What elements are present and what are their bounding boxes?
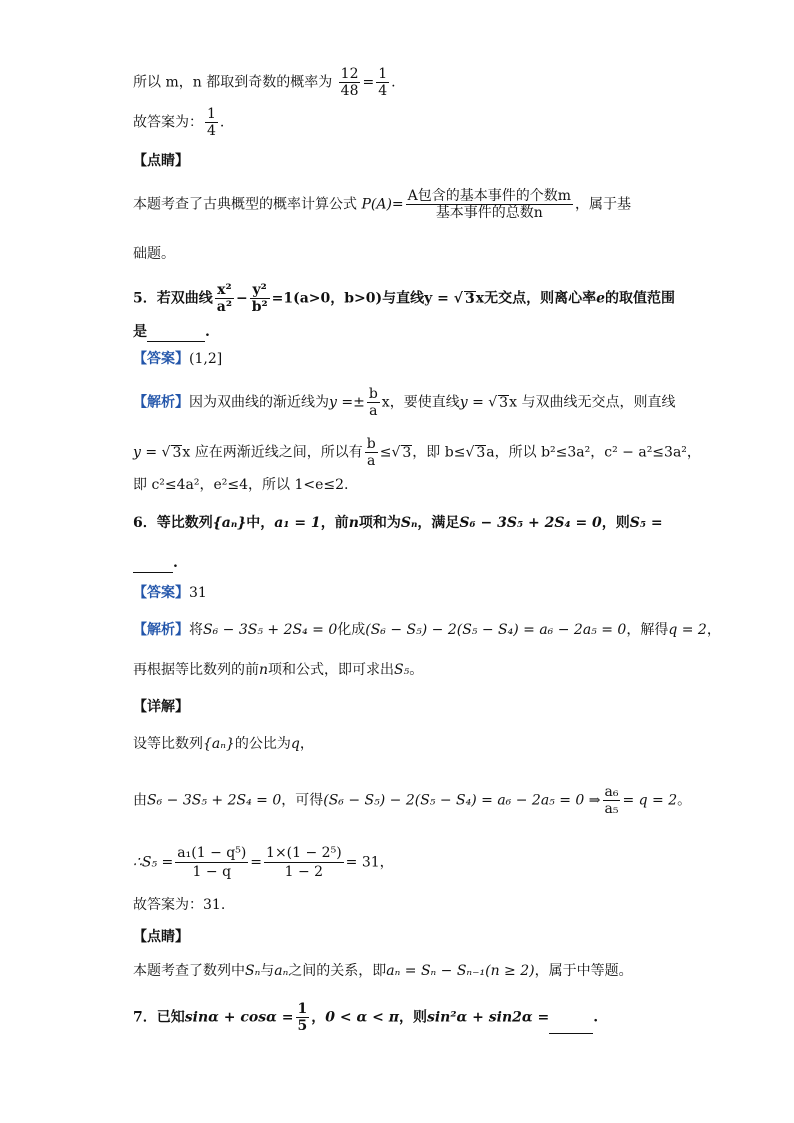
text: ，则 xyxy=(601,515,630,531)
analysis-5-line2: y = √ 3x 应在两渐近线之间，所以有 $\frac{b}{a}$ ≤√ 3，即 b≤√ 3a，所以 b²≤3a²，c² − a²≤3a²， xyxy=(133,436,701,469)
formula: y =± xyxy=(329,394,365,411)
text: ，前 xyxy=(320,515,349,531)
section-dianjing: 【点睛】 xyxy=(133,153,189,169)
numerator: 1 xyxy=(378,66,388,82)
formula: y = xyxy=(133,444,158,461)
denominator: 4 xyxy=(378,83,388,99)
question-7 xyxy=(133,1001,598,1034)
text: 将 xyxy=(189,622,203,638)
line-answer xyxy=(133,106,224,139)
line-probability xyxy=(133,66,396,99)
numerator: b xyxy=(368,386,378,402)
sqrt-3: 3 xyxy=(172,444,182,461)
denominator: a xyxy=(369,403,378,419)
answer-value: (1,2] xyxy=(189,351,223,367)
answer-tag: 【答案】 xyxy=(133,351,189,367)
formula: y = xyxy=(424,290,449,307)
answer-value: 31 xyxy=(189,585,207,601)
text: ，满足 xyxy=(417,515,460,531)
text: 化成 xyxy=(337,622,366,638)
text: x，要使直线 xyxy=(381,394,460,411)
var-x: x xyxy=(475,290,485,307)
formula: S₆ − 3S₅ + 2S₄ = 0 xyxy=(459,515,602,531)
fraction-y2-b2 xyxy=(250,282,270,315)
formula-pa: P(A)= xyxy=(361,196,404,213)
formula: S₅ = xyxy=(629,515,663,531)
text: 故答案为： xyxy=(133,114,203,131)
fraction-12-48 xyxy=(339,66,361,99)
text: 再根据等比数列的前 xyxy=(133,662,259,678)
text: 的取值范围 xyxy=(605,290,675,307)
text: 无交点，则离心率 xyxy=(484,290,597,307)
section-detail: 【详解】 xyxy=(133,699,189,715)
text: ，解得 xyxy=(626,622,669,638)
text: ， xyxy=(311,1009,326,1026)
text: 本题考查了古典概型的概率计算公式 xyxy=(133,196,357,213)
denominator: a² xyxy=(216,299,232,315)
var-q: q xyxy=(290,736,300,752)
detail-6-line3 xyxy=(133,844,394,881)
numerator: x² xyxy=(215,282,234,299)
text: 设等比数列 xyxy=(133,736,203,752)
formula: {aₙ} xyxy=(203,736,235,752)
fraction-b-a xyxy=(365,436,378,469)
line-formula xyxy=(133,188,631,221)
formula: sin²α + sin2α = xyxy=(426,1009,550,1026)
minus: − xyxy=(235,290,248,307)
condition: =1(a>0，b>0)与直线 xyxy=(271,290,425,307)
answer-blank[interactable] xyxy=(549,1019,593,1034)
numerator: a₆ xyxy=(604,784,619,800)
le: ≤ xyxy=(379,444,392,461)
equals: = xyxy=(250,854,263,871)
formula: S₆ − 3S₅ + 2S₄ = 0 xyxy=(203,622,338,638)
text: ，属于中等题。 xyxy=(534,963,633,979)
numerator: 1 xyxy=(297,1001,308,1017)
formula: Sₙ xyxy=(400,515,418,531)
formula: aₙ = Sₙ − Sₙ₋₁(n ≥ 2) xyxy=(386,963,535,979)
answer-6 xyxy=(133,583,207,603)
formula: sinα + cosα = xyxy=(184,1009,294,1026)
formula: q = 2 xyxy=(668,622,707,638)
period: . xyxy=(593,1009,599,1026)
text: ，可得 xyxy=(281,792,324,809)
denominator: 1 − 2 xyxy=(284,864,324,880)
detail-6-line1 xyxy=(133,734,314,754)
text: 。 xyxy=(677,792,692,809)
denominator: a xyxy=(367,453,376,469)
formula: (S₆ − S₅) − 2(S₅ − S₄) = a₆ − 2a₅ = 0 xyxy=(365,622,627,638)
question-number: 5．若双曲线 xyxy=(133,290,213,307)
denominator: b² xyxy=(251,299,268,315)
sqrt-3: 3 xyxy=(499,394,509,411)
denominator: a₅ xyxy=(604,801,619,817)
period: . xyxy=(391,74,396,91)
denominator: 1 − q xyxy=(192,864,232,880)
question-number: 6．等比数列 xyxy=(133,515,213,531)
analysis-6-line1 xyxy=(133,620,721,640)
var-n: n xyxy=(348,515,359,531)
line-text: 础题。 xyxy=(133,246,175,262)
question-5-cont xyxy=(133,322,210,342)
analysis-6-line2 xyxy=(133,660,423,680)
formula: (S₆ − S₅) − 2(S₅ − S₄) = a₆ − 2a₅ = 0 ⇒ xyxy=(323,792,601,809)
text: 中， xyxy=(246,515,275,531)
period: . xyxy=(205,324,210,340)
analysis-5-line1: 【解析】因为双曲线的渐近线为y =± $\frac{b}{a}$ x，要使直线y = √ 3x 与双曲线无交点，则直线 xyxy=(133,386,676,419)
text: 之间的关系，即 xyxy=(288,963,387,979)
text: ， xyxy=(706,622,721,638)
formula: aₙ xyxy=(274,963,289,979)
formula: ∴S₅ = xyxy=(133,854,174,871)
formula: S₆ − 3S₅ + 2S₄ = 0 xyxy=(147,792,282,809)
text: 是 xyxy=(133,324,147,340)
fraction-classical-probability xyxy=(406,188,573,221)
numerator: 1×(1 − 2⁵) xyxy=(266,845,342,861)
fraction-sum-formula xyxy=(175,844,248,881)
text: 项和公式，即可求出 xyxy=(268,662,395,678)
detail-6-line2 xyxy=(133,784,691,817)
question-number: 7．已知 xyxy=(133,1009,185,1026)
question-5: 5．若双曲线 $\frac{\text{x²}}{\text{a²}}$ − $\frac{\text{y²}}{\text{b²}}$ =1(a>0，b>0)与直线y = √ 3x无交点，则离心率e的取值范围 xyxy=(133,282,675,315)
numerator: 12 xyxy=(340,66,359,82)
var-n: n xyxy=(259,662,269,678)
period: . xyxy=(219,114,225,131)
fraction-1-4 xyxy=(376,66,389,99)
section-dianjing: 【点睛】 xyxy=(133,929,189,945)
text: 由 xyxy=(133,792,147,809)
text: 所以 m，n 都取到奇数的概率为 xyxy=(133,74,333,91)
analysis-tag: 【解析】 xyxy=(133,622,189,638)
period: . xyxy=(173,555,178,571)
answer-blank[interactable] xyxy=(133,558,173,573)
analysis-5-line3: 即 c²≤4a²，e²≤4，所以 1<e≤2. xyxy=(133,477,349,493)
denominator: 基本事件的总数n xyxy=(435,205,543,221)
text: a，所以 b²≤3a²，c² − a²≤3a²， xyxy=(486,444,701,461)
fraction-x2-a2 xyxy=(215,282,234,315)
denominator: 48 xyxy=(340,83,359,99)
question-6-cont xyxy=(133,553,178,573)
denominator: 5 xyxy=(297,1018,308,1034)
formula: 0 < α < π xyxy=(325,1009,399,1026)
formula: y = xyxy=(459,394,484,411)
answer-tag: 【答案】 xyxy=(133,585,189,601)
text: 项和为 xyxy=(358,515,401,531)
text: 与 xyxy=(260,963,275,979)
fraction-1-4 xyxy=(205,106,218,139)
text: 因为双曲线的渐近线为 xyxy=(189,394,329,411)
var-e: e xyxy=(596,290,605,307)
denominator: 4 xyxy=(207,123,216,139)
formula: Sₙ xyxy=(245,963,261,979)
numerator: a₁(1 − q⁵) xyxy=(177,845,247,861)
formula: a₁ = 1 xyxy=(274,515,321,531)
text: 。 xyxy=(409,662,424,678)
fraction-1-5 xyxy=(296,1001,310,1034)
text: x 应在两渐近线之间，所以有 xyxy=(182,444,363,461)
question-6 xyxy=(133,513,663,533)
detail-6-answer: 故答案为：31. xyxy=(133,897,226,913)
numerator: y² xyxy=(250,282,270,299)
formula: = q = 2 xyxy=(622,792,678,809)
numerator: b xyxy=(366,436,376,452)
text: 的公比为 xyxy=(234,736,291,752)
text: ，即 b≤ xyxy=(412,444,466,461)
numerator: 1 xyxy=(207,106,216,122)
sqrt-3: 3 xyxy=(464,290,475,307)
fraction-a6-a5 xyxy=(603,784,621,817)
detail-6-summary xyxy=(133,961,633,981)
text: x 与双曲线无交点，则直线 xyxy=(509,394,676,411)
sqrt-3: 3 xyxy=(402,444,412,461)
equals: = xyxy=(362,74,375,91)
analysis-tag: 【解析】 xyxy=(133,394,189,411)
text: = 31， xyxy=(345,854,394,871)
text: ， xyxy=(299,736,314,752)
formula: S₅ xyxy=(394,662,410,678)
answer-5 xyxy=(133,349,222,369)
fraction-sum-value xyxy=(264,844,344,881)
formula: {aₙ} xyxy=(212,515,247,531)
text: ，属于基 xyxy=(575,196,632,213)
numerator: A包含的基本事件的个数m xyxy=(407,188,572,204)
answer-blank[interactable] xyxy=(147,327,205,342)
text: ，则 xyxy=(398,1009,427,1026)
sqrt-3: 3 xyxy=(476,444,486,461)
text: 本题考查了数列中 xyxy=(133,963,245,979)
fraction-b-a xyxy=(367,386,380,419)
